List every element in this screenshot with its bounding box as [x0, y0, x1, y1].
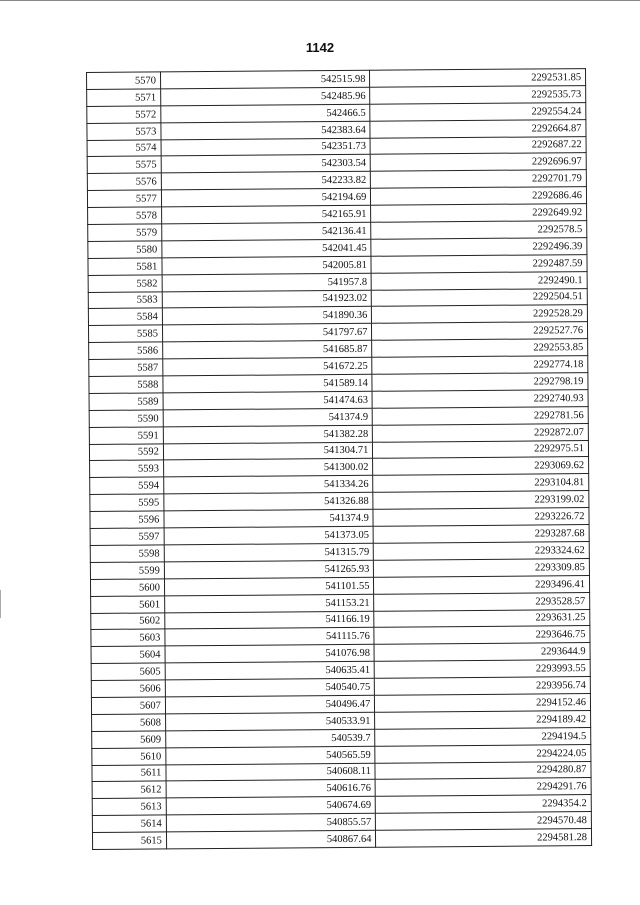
point-id-cell: 5610 [92, 748, 166, 765]
point-id-cell: 5592 [89, 443, 163, 460]
y-coordinate-cell: 2292487.59 [371, 254, 587, 273]
y-coordinate-cell: 2293646.75 [374, 626, 590, 645]
y-coordinate-cell: 2292554.24 [370, 102, 586, 121]
x-coordinate-cell: 542466.5 [161, 104, 371, 123]
point-id-cell: 5571 [87, 89, 161, 106]
x-coordinate-cell: 541374.9 [163, 408, 373, 427]
x-coordinate-cell: 540674.69 [166, 797, 376, 816]
coordinates-table-body [87, 69, 592, 850]
y-coordinate-cell: 2292781.56 [373, 406, 589, 425]
x-coordinate-cell: 541300.02 [163, 459, 373, 478]
x-coordinate-cell: 541890.36 [162, 307, 372, 326]
x-coordinate-cell: 542485.96 [161, 87, 371, 106]
point-id-cell: 5597 [90, 528, 164, 545]
y-coordinate-cell: 2293993.55 [375, 660, 591, 679]
y-coordinate-cell: 2292578.5 [371, 221, 587, 240]
point-id-cell: 5609 [92, 731, 166, 748]
y-coordinate-cell: 2293644.9 [374, 643, 590, 662]
y-coordinate-cell: 2292774.18 [372, 356, 588, 375]
y-coordinate-cell: 2292504.51 [372, 288, 588, 307]
point-id-cell: 5582 [88, 275, 162, 292]
point-id-cell: 5604 [91, 646, 165, 663]
x-coordinate-cell: 542303.54 [161, 155, 371, 174]
point-id-cell: 5591 [89, 427, 163, 444]
point-id-cell: 5576 [87, 173, 161, 190]
point-id-cell: 5573 [87, 123, 161, 140]
y-coordinate-cell: 2293956.74 [375, 677, 591, 696]
y-coordinate-cell: 2292686.46 [371, 187, 587, 206]
y-coordinate-cell: 2294194.5 [375, 727, 591, 746]
point-id-cell: 5593 [90, 460, 164, 477]
point-id-cell: 5575 [87, 156, 161, 173]
point-id-cell: 5570 [87, 72, 161, 89]
x-coordinate-cell: 542136.41 [162, 222, 372, 241]
point-id-cell: 5587 [89, 359, 163, 376]
y-coordinate-cell: 2292798.19 [372, 373, 588, 392]
y-coordinate-cell: 2292740.93 [372, 389, 588, 408]
y-coordinate-cell: 2292535.73 [370, 85, 586, 104]
y-coordinate-cell: 2292872.07 [373, 423, 589, 442]
y-coordinate-cell: 2292490.1 [371, 271, 587, 290]
y-coordinate-cell: 2292687.22 [370, 136, 586, 155]
y-coordinate-cell: 2292527.76 [372, 322, 588, 341]
x-coordinate-cell: 541153.21 [164, 594, 374, 613]
y-coordinate-cell: 2294152.46 [375, 694, 591, 713]
y-coordinate-cell: 2293287.68 [373, 525, 589, 544]
y-coordinate-cell: 2292553.85 [372, 339, 588, 358]
x-coordinate-cell: 540635.41 [165, 661, 375, 680]
point-id-cell: 5598 [90, 545, 164, 562]
point-id-cell: 5611 [92, 764, 166, 781]
x-coordinate-cell: 542041.45 [162, 239, 372, 258]
point-id-cell: 5585 [88, 325, 162, 342]
x-coordinate-cell: 541373.05 [164, 526, 374, 545]
x-coordinate-cell: 541685.87 [162, 341, 372, 360]
point-id-cell: 5574 [87, 139, 161, 156]
point-id-cell: 5581 [88, 258, 162, 275]
x-coordinate-cell: 541382.28 [163, 425, 373, 444]
x-coordinate-cell: 540540.75 [165, 678, 375, 697]
x-coordinate-cell: 540496.47 [165, 695, 375, 714]
point-id-cell: 5607 [91, 697, 165, 714]
y-coordinate-cell: 2292531.85 [370, 69, 586, 88]
x-coordinate-cell: 541101.55 [164, 577, 374, 596]
y-coordinate-cell: 2293069.62 [373, 457, 589, 476]
y-coordinate-cell: 2292528.29 [372, 305, 588, 324]
x-coordinate-cell: 542233.82 [161, 172, 371, 191]
y-coordinate-cell: 2293309.85 [374, 558, 590, 577]
x-coordinate-cell: 541334.26 [164, 476, 374, 495]
top-rule [0, 0, 640, 5]
point-id-cell: 5615 [92, 832, 166, 849]
point-id-cell: 5578 [88, 207, 162, 224]
x-coordinate-cell: 541474.63 [163, 391, 373, 410]
table-row [92, 829, 591, 850]
point-id-cell: 5603 [91, 629, 165, 646]
point-id-cell: 5614 [92, 815, 166, 832]
x-coordinate-cell: 542351.73 [161, 138, 371, 157]
x-coordinate-cell: 541589.14 [163, 374, 373, 393]
x-coordinate-cell: 542165.91 [161, 205, 371, 224]
point-id-cell: 5583 [88, 291, 162, 308]
x-coordinate-cell: 542515.98 [160, 70, 370, 89]
point-id-cell: 5605 [91, 663, 165, 680]
x-coordinate-cell: 540867.64 [166, 830, 376, 849]
point-id-cell: 5608 [92, 714, 166, 731]
x-coordinate-cell: 542005.81 [162, 256, 372, 275]
x-coordinate-cell: 540533.91 [165, 712, 375, 731]
y-coordinate-cell: 2292664.87 [370, 119, 586, 138]
point-id-cell: 5606 [91, 680, 165, 697]
y-coordinate-cell: 2294581.28 [376, 829, 592, 848]
y-coordinate-cell: 2292696.97 [371, 153, 587, 172]
x-coordinate-cell: 541672.25 [163, 357, 373, 376]
point-id-cell: 5602 [91, 612, 165, 629]
x-coordinate-cell: 541115.76 [165, 628, 375, 647]
x-coordinate-cell: 540539.7 [166, 729, 376, 748]
x-coordinate-cell: 541076.98 [165, 645, 375, 664]
x-coordinate-cell: 540616.76 [166, 780, 376, 799]
x-coordinate-cell: 540565.59 [166, 746, 376, 765]
y-coordinate-cell: 2293226.72 [373, 508, 589, 527]
point-id-cell: 5600 [90, 579, 164, 596]
point-id-cell: 5579 [88, 224, 162, 241]
y-coordinate-cell: 2292496.39 [371, 237, 587, 256]
x-coordinate-cell: 540855.57 [166, 813, 376, 832]
point-id-cell: 5595 [90, 494, 164, 511]
page-number: 1142 [305, 40, 335, 55]
y-coordinate-cell: 2293528.57 [374, 592, 590, 611]
point-id-cell: 5590 [89, 410, 163, 427]
x-coordinate-cell: 542194.69 [161, 189, 371, 208]
point-id-cell: 5584 [88, 308, 162, 325]
x-coordinate-cell: 541265.93 [164, 560, 374, 579]
point-id-cell: 5580 [88, 241, 162, 258]
x-coordinate-cell: 542383.64 [161, 121, 371, 140]
point-id-cell: 5596 [90, 511, 164, 528]
x-coordinate-cell: 541374.9 [164, 509, 374, 528]
y-coordinate-cell: 2293199.02 [373, 491, 589, 510]
point-id-cell: 5577 [87, 190, 161, 207]
y-coordinate-cell: 2292649.92 [371, 204, 587, 223]
y-coordinate-cell: 2294189.42 [375, 710, 591, 729]
y-coordinate-cell: 2293324.62 [374, 541, 590, 560]
point-id-cell: 5594 [90, 477, 164, 494]
point-id-cell: 5588 [89, 376, 163, 393]
coordinates-table [86, 68, 592, 850]
x-coordinate-cell: 541957.8 [162, 273, 372, 292]
x-coordinate-cell: 541326.88 [164, 493, 374, 512]
x-coordinate-cell: 541797.67 [162, 324, 372, 343]
x-coordinate-cell: 540608.11 [166, 763, 376, 782]
point-id-cell: 5586 [89, 342, 163, 359]
point-id-cell: 5612 [92, 781, 166, 798]
point-id-cell: 5572 [87, 106, 161, 123]
y-coordinate-cell: 2294291.76 [375, 778, 591, 797]
y-coordinate-cell: 2294354.2 [376, 795, 592, 814]
point-id-cell: 5589 [89, 393, 163, 410]
x-coordinate-cell: 541304.71 [163, 442, 373, 461]
y-coordinate-cell: 2294224.05 [375, 744, 591, 763]
y-coordinate-cell: 2292975.51 [373, 440, 589, 459]
margin-mark [0, 590, 3, 618]
x-coordinate-cell: 541315.79 [164, 543, 374, 562]
point-id-cell: 5613 [92, 798, 166, 815]
y-coordinate-cell: 2293496.41 [374, 575, 590, 594]
x-coordinate-cell: 541166.19 [165, 611, 375, 630]
y-coordinate-cell: 2294570.48 [376, 812, 592, 831]
y-coordinate-cell: 2292701.79 [371, 170, 587, 189]
point-id-cell: 5601 [91, 596, 165, 613]
y-coordinate-cell: 2293631.25 [374, 609, 590, 628]
y-coordinate-cell: 2293104.81 [373, 474, 589, 493]
x-coordinate-cell: 541923.02 [162, 290, 372, 309]
point-id-cell: 5599 [90, 562, 164, 579]
y-coordinate-cell: 2294280.87 [375, 761, 591, 780]
